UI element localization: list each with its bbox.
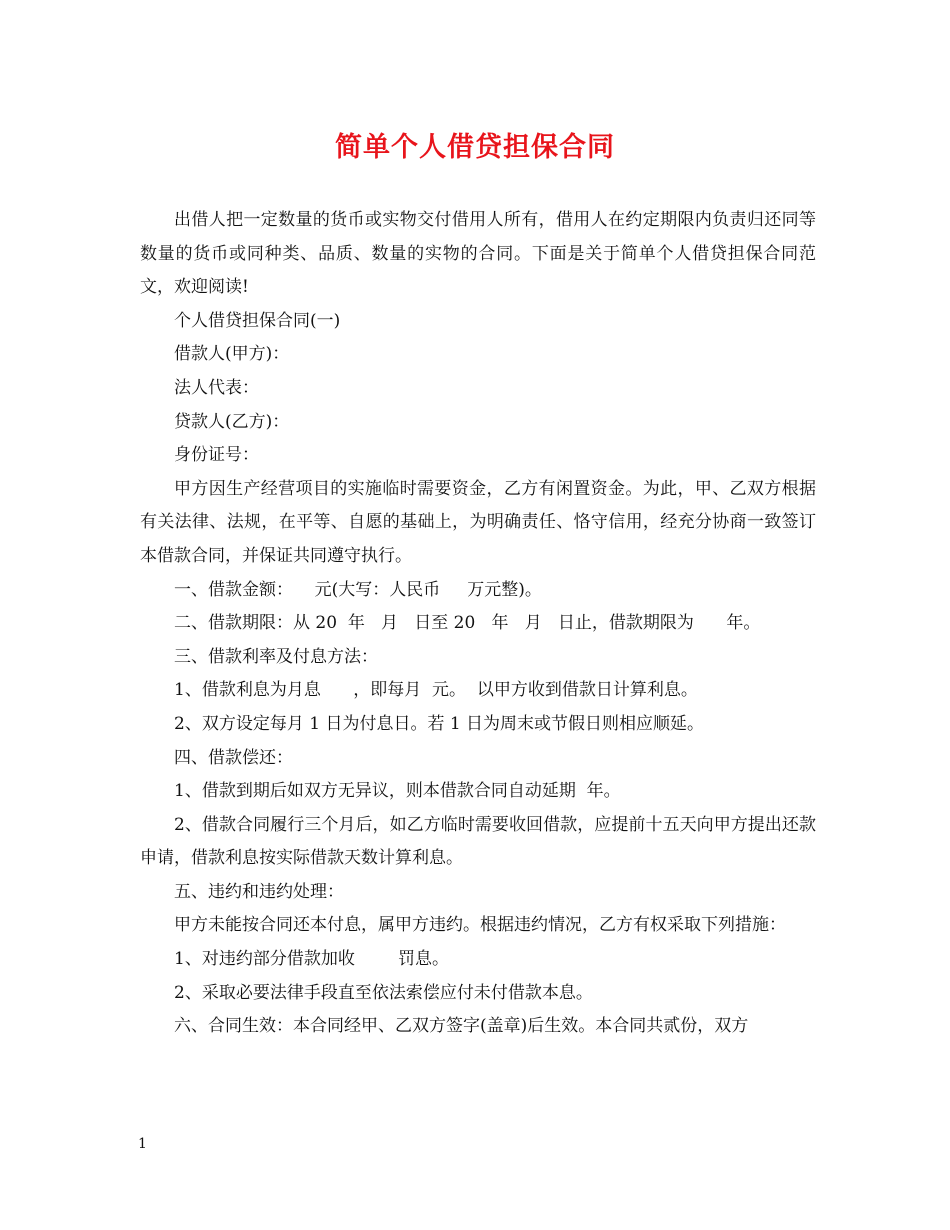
paragraph-effectiveness: 六、合同生效：本合同经甲、乙双方签字(盖章)后生效。本合同共贰份，双方: [174, 1016, 749, 1037]
paragraph-purpose: 甲方因生产经营项目的实施临时需要资金，乙方有闲置资金。为此，甲、乙双方根据有关法律、法规，在平等、自愿的基础上，为明确责任、恪守信用，经充分协商一致签订本借款合同，并保证共同遵守执行。: [140, 478, 816, 566]
paragraph-breach-heading: 五、违约和违约处理：: [174, 881, 344, 902]
paragraph-borrower: 借款人(甲方)：: [174, 344, 290, 365]
paragraph-repayment-heading: 四、借款偿还：: [174, 747, 293, 768]
paragraph-intro: 出借人把一定数量的货币或实物交付借用人所有，借用人在约定期限内负责归还同等数量的货币或同种类、品质、数量的实物的合同。下面是关于简单个人借贷担保合同范文，欢迎阅读!: [140, 210, 816, 298]
document-body: [140, 204, 816, 1044]
paragraph-loan-term: 二、借款期限：从 20 年 月 日至 20 年 月 日止，借款期限为 年。: [174, 613, 761, 634]
paragraph-interest-2: 2、双方设定每月 1 日为付息日。若 1 日为周末或节假日则相应顺延。: [174, 713, 705, 734]
paragraph-interest-1: 1、借款利息为月息 ，即每月 元。 以甲方收到借款日计算利息。: [174, 680, 698, 701]
paragraph-loan-amount: 一、借款金额： 元(大写：人民币 万元整)。: [174, 579, 542, 600]
page-number: 1: [138, 1136, 147, 1152]
document-title: 简单个人借贷担保合同: [335, 132, 615, 163]
paragraph-repayment-1: 1、借款到期后如双方无异议，则本借款合同自动延期 年。: [174, 781, 621, 802]
paragraph-breach-desc: 甲方未能按合同还本付息，属甲方违约。根据违约情况，乙方有权采取下列措施：: [174, 915, 786, 936]
paragraph-lender: 贷款人(乙方)：: [174, 411, 290, 432]
paragraph-breach-2: 2、采取必要法律手段直至依法索偿应付未付借款本息。: [174, 982, 593, 1003]
paragraph-id-number: 身份证号：: [174, 445, 259, 466]
paragraph-interest-heading: 三、借款利率及付息方法：: [174, 646, 378, 667]
paragraph-legal-rep: 法人代表：: [174, 377, 259, 398]
paragraph-contract-heading: 个人借贷担保合同(一): [174, 310, 341, 331]
paragraph-breach-1: 1、对违约部分借款加收 罚息。: [174, 949, 450, 970]
paragraph-repayment-2: 2、借款合同履行三个月后，如乙方临时需要收回借款，应提前十五天向甲方提出还款申请，借款利息按实际借款天数计算利息。: [140, 814, 816, 869]
